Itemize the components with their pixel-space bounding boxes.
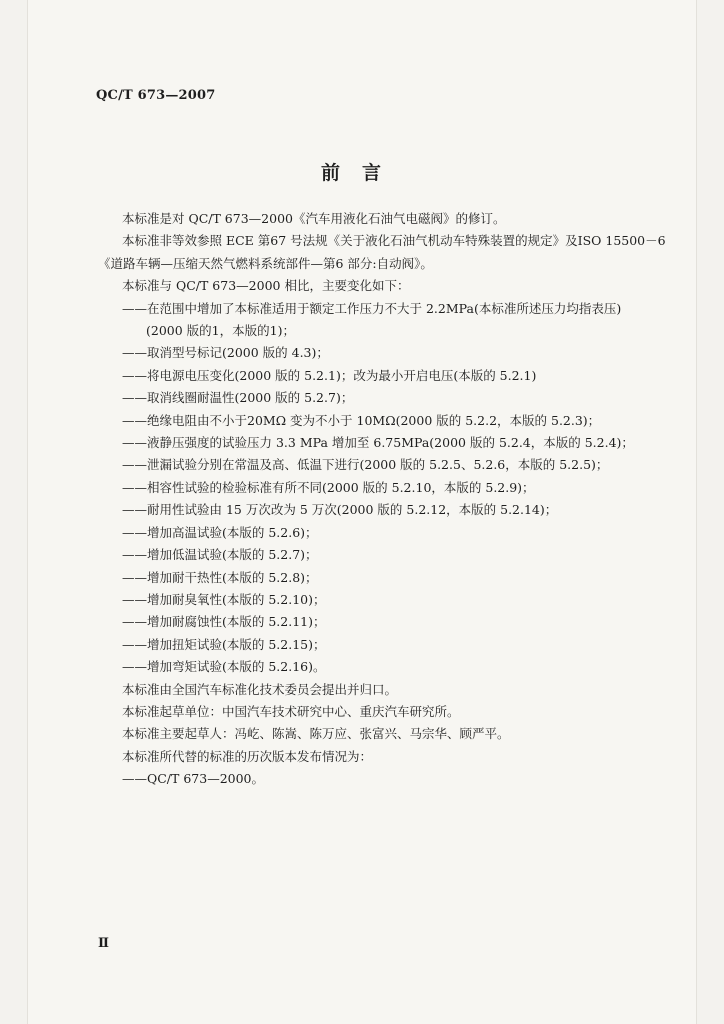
change-item: ——泄漏试验分别在常温及高、低温下进行(2000 版的 5.2.5、5.2.6，本版的 5.2.5)； — [122, 457, 609, 473]
change-item: ——液静压强度的试验压力 3.3 MPa 增加至 6.75MPa(2000 版的 5.2.4，本版的 5.2.4)； — [122, 435, 634, 451]
history-item: ——QC/T 673—2000。 — [122, 771, 265, 787]
change-item: ——增加耐臭氧性(本版的 5.2.10)； — [122, 591, 326, 607]
change-item: ——绝缘电阻由不小于20MΩ 变为不小于 10MΩ(2000 版的 5.2.2，本版的 5.2.3)； — [122, 412, 601, 428]
change-item: ——增加弯矩试验(本版的 5.2.16)。 — [122, 659, 326, 675]
paragraph-changes-intro: 本标准与 QC/T 673—2000 相比，主要变化如下： — [122, 278, 410, 294]
paragraph-reference-line2: 《道路车辆—压缩天然气燃料系统部件—第6 部分:自动阀》。 — [98, 255, 433, 271]
change-item: ——取消型号标记(2000 版的 4.3)； — [122, 345, 329, 361]
paragraph-drafters: 本标准主要起草人：冯屹、陈嵩、陈万应、张富兴、马宗华、顾严平。 — [122, 726, 510, 742]
paragraph-reference-line1: 本标准非等效参照 ECE 第67 号法规《关于液化石油气机动车特殊装置的规定》及ISO 15500－6 — [122, 233, 666, 249]
paragraph-proposer: 本标准由全国汽车标准化技术委员会提出并归口。 — [122, 681, 398, 697]
paragraph-revision-note: 本标准是对 QC/T 673—2000《汽车用液化石油气电磁阀》的修订。 — [122, 211, 506, 226]
change-item: ——耐用性试验由 15 万次改为 5 万次(2000 版的 5.2.12，本版的 5.2.14)； — [122, 502, 558, 518]
change-item: ——取消线圈耐温性(2000 版的 5.2.7)； — [122, 390, 354, 406]
standard-code-header: QC/T 673—2007 — [96, 88, 216, 103]
page-title: 前言 — [320, 162, 403, 184]
paragraph-history-intro: 本标准所代替的标准的历次版本发布情况为： — [122, 748, 373, 764]
change-item: ——增加高温试验(本版的 5.2.6)； — [122, 524, 318, 540]
change-item: ——相容性试验的检验标准有所不同(2000 版的 5.2.10，本版的 5.2.9)； — [122, 479, 535, 495]
paragraph-drafting-units: 本标准起草单位：中国汽车技术研究中心、重庆汽车研究所。 — [122, 703, 460, 719]
change-item: ——增加低温试验(本版的 5.2.7)； — [122, 547, 318, 563]
change-item: ——增加耐干热性(本版的 5.2.8)； — [122, 569, 318, 585]
document-body — [98, 208, 670, 791]
change-item: ——将电源电压变化(2000 版的 5.2.1)；改为最小开启电压(本版的 5.2.1) — [122, 367, 537, 383]
change-item-continuation: (2000 版的1，本版的1)； — [146, 323, 295, 339]
change-item: ——增加耐腐蚀性(本版的 5.2.11)； — [122, 614, 326, 630]
change-item: ——在范围中增加了本标准适用于额定工作压力不大于 2.2MPa(本标准所述压力均指表压) — [122, 300, 622, 316]
change-item: ——增加扭矩试验(本版的 5.2.15)； — [122, 636, 326, 652]
page-number: Ⅱ — [98, 936, 109, 951]
